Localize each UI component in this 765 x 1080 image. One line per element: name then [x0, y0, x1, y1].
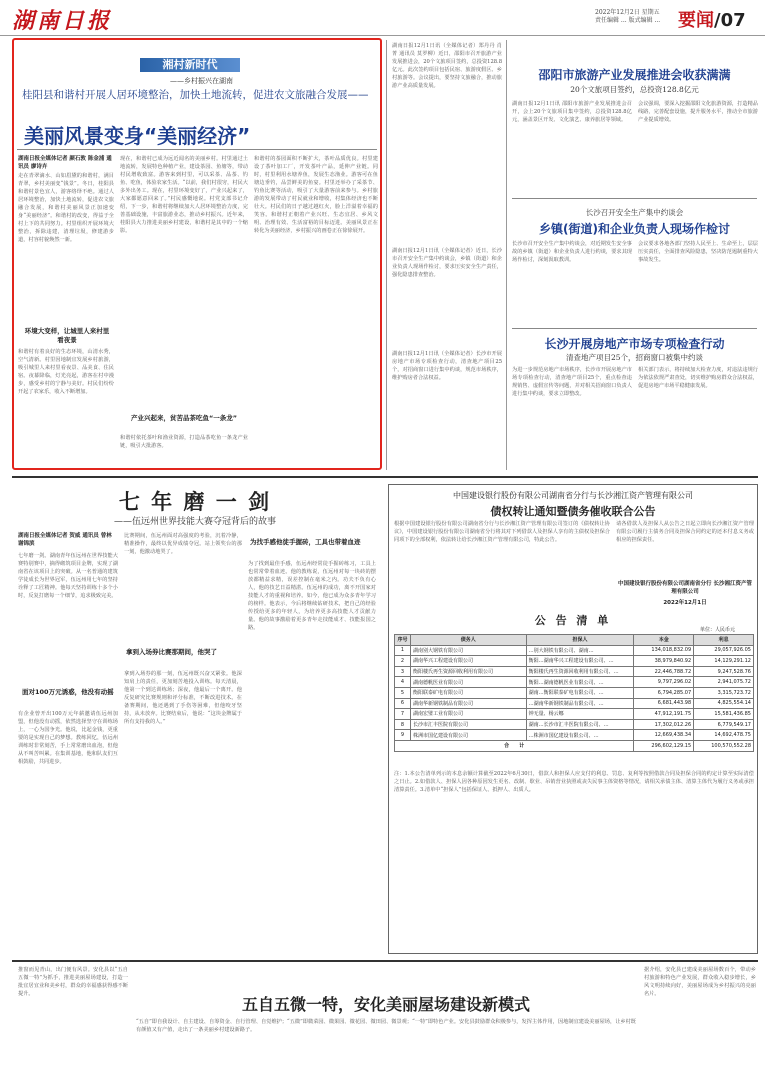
lead-subhead-2: 产业兴起来，贫苦品茶吃鱼“一条龙”: [130, 414, 238, 422]
table-cell: 钟无量、杨云娜: [526, 709, 634, 720]
table-cell: 9,247,528.76: [694, 666, 754, 677]
lead-body-col2: 现在，和谐村已成为远近闻名的美丽乡村。村里通过土地流转，发展特色种植产业，建设茶园、鱼塘等，带动村民增收致富。游客来到村里，可以采茶、品茶、钓鱼、吃鱼，体验农家生活。“以前，我们村很穷，村民大多外出务工。现在，村里环境变好了，产业兴起来了，大家都愿意回来了。”村民感慨地说。村党支部书记介绍，下一步，和谐村将继续加大人居环境整治力度，完善基础设施，丰富旅游业态，推动乡村振兴。近年来，桂阳县大力推进美丽乡村建设，和谐村是其中的一个缩影。: [120, 156, 248, 234]
story4-kicker: 长沙召开安全生产集中约谈会: [585, 208, 684, 217]
story2-body-1: 七年磨一剑。湖南青年伍远州在世界技能大赛特别赛中，摘得砌筑项目金牌，实现了湖南省在该项目上的突破。从一名普通的建筑学徒成长为世界冠军，伍远州用七年的坚持诠释了工匠精神。他每天坚持训练十多个小时，反复打磨每一个细节，追求极致完美。: [18, 553, 118, 599]
table-cell: 湖南德帆医业有限公司: [410, 677, 526, 688]
table-row: [395, 709, 754, 720]
notice-date: 2022年12月1日: [663, 600, 707, 606]
column-header: 债务人: [410, 635, 526, 646]
table-row: [395, 698, 754, 709]
lead-body-col1b: 和谐村有着良好的生态环境，山清水秀，空气清新。村里因地制宜发展乡村旅游，吸引城里人来村里看夜景、品美食、住民宿。夜幕降临，灯光亮起，游客在村中漫步，感受乡村的宁静与美好。村民们纷纷开起了农家乐，收入不断增加。: [18, 349, 114, 395]
column-divider: [386, 40, 387, 470]
table-cell: 衡阳…湖南华兴工程建设有限公司、…: [526, 656, 634, 667]
table-cell: 2,941,075.72: [694, 677, 754, 688]
story6-body-3: 据介绍，安化县已建成美丽屋场数百个，带动乡村旅游和特色产业发展，群众收入稳步增长，乡风文明持续向好，美丽屋场成为乡村振兴的亮丽名片。: [644, 967, 756, 997]
notice-table-wrap: [394, 634, 754, 752]
column-divider-2: [506, 40, 507, 470]
notice-org: 中国建设银行股份有限公司湖南省分行与长沙湘江资产管理有限公司: [453, 491, 693, 500]
table-body: [395, 645, 754, 740]
table-cell: 长沙市汇丰医院有限公司: [410, 719, 526, 730]
table-cell: 株洲市国亿建设有限公司: [410, 730, 526, 741]
table-cell: 湖南…长沙市汇丰医院有限公司、…: [526, 719, 634, 730]
story3-body-1: 湖南日报12月1日讯 邵阳市旅游产业发展推进会召开，会上20个文旅项目集中签约，总投资128.8亿元，涵盖景区开发、文化演艺、康养旅居等领域。: [512, 101, 632, 123]
table-cell: 38,979,840.92: [634, 656, 694, 667]
table-cell: 3: [395, 666, 411, 677]
rule: [512, 198, 757, 199]
table-cell: 湖南别大钢铁有限公司: [410, 645, 526, 656]
newspaper-logo: 湖南日报: [12, 8, 113, 34]
table-cell: …株洲市国亿建设有限公司、…: [526, 730, 634, 741]
column-header: 担保人: [526, 635, 634, 646]
masthead: [0, 0, 765, 36]
story2-body-2b: 拿到入场券的那一刻，伍远州既兴奋又紧张。他深知肩上的责任，更加刻苦地投入训练。每天清晨，他第一个到达训练场；深夜，他最后一个离开。他反复研究比赛规则和评分标准，不断改进技术。在备赛期间，他还遇到了手伤等困难，但他咬牙坚持，从未放弃。比赛结束后，他说：“这块金牌属于所有支持我的人。”: [124, 671, 242, 725]
column-header: 序号: [395, 635, 411, 646]
total-label: 合 计: [395, 740, 634, 751]
section-divider-2: [12, 960, 758, 962]
table-total-row: [395, 740, 754, 751]
table-cell: …湖南华新钢铁制品有限公司、…: [526, 698, 634, 709]
story2-subline: ——伍远州世界技能大赛夺冠背后的故事: [113, 517, 276, 527]
table-cell: 15,581,436.85: [694, 709, 754, 720]
table-row: [395, 677, 754, 688]
notice-table: [394, 634, 754, 752]
lead-headline: 美丽风景变身“美丽经济”: [24, 124, 251, 148]
table-row: [395, 666, 754, 677]
story2-body-2: 比赛期间，伍远州面对高强度的考验，沉着冷静，精准操作，最终以优异成绩夺冠。站上领奖台的那一刻，他激动地哭了。: [124, 533, 242, 555]
column-header: 本金: [634, 635, 694, 646]
banner-subtitle: ——乡村振兴在湖南: [170, 77, 233, 85]
total-principal: 296,602,129.15: [634, 740, 694, 751]
story6-body-2: “五自”即自我设计、自主建设、自筹资金、自行管理、自觉维护；“五微”即微菜园、微果园、微花园、微田园、微景观；“一特”即特色产业。安化县鼓励群众积极参与，发挥主体作用，因地制宜建设美丽屋场，让乡村既有颜值又有产值，走出了一条美丽乡村建设新路子。: [136, 1019, 636, 1033]
column-header: 利息: [694, 635, 754, 646]
table-cell: 湖南华新钢铁制品有限公司: [410, 698, 526, 709]
table-cell: 22,446,788.72: [634, 666, 694, 677]
table-cell: 6,779,549.17: [694, 719, 754, 730]
table-cell: 5: [395, 687, 411, 698]
table-cell: 衡阳楼氏再生资源回收利用有限公司、…: [526, 666, 634, 677]
story2-headline: 七 年 磨 一 剑: [118, 490, 272, 514]
table-cell: 衡阳联泰矿电有限公司: [410, 687, 526, 698]
table-cell: 4,825,554.14: [694, 698, 754, 709]
story5-body-1: 为进一步规范房地产市场秩序，长沙市开展房地产市场专项检查行动，清查地产项目25个，重点检查违规销售、虚假宣传等问题，并对相关招商窗口负责人进行集中约谈，要求立即整改。: [512, 367, 632, 397]
table-row: [395, 730, 754, 741]
section-title: 要闻/07: [678, 10, 746, 31]
table-cell: 6,681,443.98: [634, 698, 694, 709]
story5-body-2: 相关部门表示，将持续加大检查力度，对违法违规行为依法依规严肃查处，切实维护购房群众合法权益，促进房地产市场平稳健康发展。: [638, 367, 758, 389]
table-cell: 4: [395, 677, 411, 688]
story2-subhead-3: 为找手感他徒手握砖，工具也带着血迹: [250, 538, 361, 546]
notice-list-title: 公 告 清 单: [534, 614, 612, 627]
story2-byline: 湖南日报全媒体记者 贺威 通讯员 曾林 谢锦滨: [18, 533, 112, 547]
table-cell: 7: [395, 709, 411, 720]
notice-title: 债权转让通知暨债务催收联合公告: [490, 505, 656, 518]
lead-kicker: 桂阳县和谐村开展人居环境整治，加快土地流转，促进农文旅融合发展——: [22, 89, 369, 101]
story6-headline: 五自五微一特，安化美丽屋场建设新模式: [241, 995, 530, 1014]
story3-subline: 20个文旅项目签约，总投资128.8亿元: [570, 85, 699, 94]
lead-rule: [17, 149, 377, 150]
table-cell: 14,692,478.75: [694, 730, 754, 741]
header-date: 2022年12月2日 星期五 责任编辑 ... 版式编辑 ...: [595, 9, 661, 24]
table-cell: …别大钢铁有限公司、湖南…: [526, 645, 634, 656]
table-cell: 衡阳…湖南德帆医业有限公司、…: [526, 677, 634, 688]
brief-2: 湖南日报12月1日讯（全媒体记者）近日，长沙市召开安全生产集中约谈会，乡镇（街道）和企业负责人现场作检讨，要求压实安全生产责任，强化隐患排查整治。: [392, 248, 502, 278]
table-cell: 9: [395, 730, 411, 741]
table-row: [395, 645, 754, 656]
table-cell: 6,794,285.07: [634, 687, 694, 698]
story5-headline: 长沙开展房地产市场专项检查行动: [544, 337, 725, 351]
story2-subhead-2: 拿到入场券比赛那期间，他哭了: [126, 648, 217, 656]
story2-body-1b: 有企业曾开出100万元年薪邀请伍远州加盟，但他没有动摇，依然选择坚守在训练场上，一心为国争光。他说，比起金钱，更重要的是实现自己的梦想。教练回忆，伍远州训练时非常刻苦，手上常常磨出血泡，但他从不叫苦叫累。在集训基地，他和队友们互相鼓励，共同进步。: [18, 711, 118, 765]
table-cell: 47,912,191.75: [634, 709, 694, 720]
story6-body-1: 推窗而见青山，出门便有风景。安化县以“五自五微一特”为抓手，推进美丽屋场建设，打造一批宜居宜业和美乡村，群众的幸福感获得感不断提升。: [18, 967, 128, 997]
table-cell: 2: [395, 656, 411, 667]
notice-signers: 中国建设银行股份有限公司湖南省分行 长沙湘江资产管理有限公司: [618, 581, 752, 595]
brief-1: 湖南日报12月1日讯（全媒体记者）郑丹丹 肖菁 通讯员 莫罗柳）近日，邵阳市召开旅游产业发展推进会，20个文旅项目签约，总投资128.8亿元。此次签约项目包括民宿、旅游度假区、乡村旅游等。会议提出，要坚持文旅融合，推动旅游产业高质量发展。: [392, 43, 502, 89]
lead-body-col2b: 和谐村依托茶叶和渔业资源，打造品茶吃鱼一条龙产业链，吸引大批游客。: [120, 435, 248, 449]
lead-subhead-1: 环境大变样，让城里人来村里看夜景: [24, 327, 110, 344]
table-cell: 3,315,723.72: [694, 687, 754, 698]
story4-body-1: 长沙市召开安全生产集中约谈会，对近期发生安全事故的乡镇（街道）和企业负责人进行约谈，要求其现场作检讨，深刻汲取教训。: [512, 241, 632, 263]
table-header-row: [395, 635, 754, 646]
story2-body-3: 为了找到最佳手感，伍远州经常徒手握砖练习，工具上也常常带着血迹。他的教练说，伍远州对每一块砖的摆放都精益求精，误差控制在毫米之内。功夫不负有心人，他的技艺日益精湛。伍远州的成功，离不开国家对技能人才的重视和培养。如今，他已成为众多青年学习的榜样。他表示，今后将继续钻研技术，把自己的经验传授给更多的年轻人，为培养更多高技能人才贡献力量。他的故事激励着更多青年走技能成才、技能报国之路。: [248, 561, 376, 631]
table-cell: 17,302,012.26: [634, 719, 694, 730]
brief-3: 湖南日报12月1日讯（全媒体记者）长沙市开展房地产市场专项检查行动，清查地产项目25个，对招商窗口进行集中约谈，规范市场秩序，维护购房者合法权益。: [392, 351, 502, 381]
table-cell: 湖南宏璧工业有限公司: [410, 709, 526, 720]
lead-byline: 湖南日报全媒体记者 颜石敦 陈金浦 通讯员 廖诗卉: [18, 156, 112, 170]
table-cell: 14,129,291.12: [694, 656, 754, 667]
table-cell: 衡阳楼氏再生资源回收利用有限公司: [410, 666, 526, 677]
table-row: [395, 719, 754, 730]
notice-body: 根据中国建设银行股份有限公司湖南省分行与长沙湘江资产管理有限公司签订的《债权转让协议》，中国建设银行股份有限公司湖南省分行将其对下列借款人及担保人享有的主债权及担保合同项下的全部权利，依法转让给长沙湘江资产管理有限公司，特此公告。: [394, 521, 610, 543]
table-cell: 9,797,296.02: [634, 677, 694, 688]
table-cell: 6: [395, 698, 411, 709]
story4-headline: 乡镇(街道)和企业负责人现场作检讨: [539, 222, 730, 236]
notice-body-2: 请各借款人及担保人从公告之日起立即向长沙湘江资产管理有限公司履行主债务合同及担保合同约定的还本付息义务或相应的担保责任。: [616, 521, 754, 543]
total-interest: 100,570,552.28: [694, 740, 754, 751]
table-cell: 8: [395, 719, 411, 730]
story3-body-2: 会议强调，要深入挖掘邵阳文化旅游资源，打造精品线路，完善配套设施，提升服务水平，推动全市旅游产业提质增效。: [638, 101, 758, 123]
story5-subline: 清查地产项目25个，招商窗口被集中约谈: [565, 353, 704, 362]
story2-subhead-1: 面对100万元诱惑，他没有动摇: [22, 688, 114, 696]
story4-body-2: 会议要求各地各部门坚持人民至上、生命至上，层层压实责任，全面排查风险隐患，坚决防范遏制重特大事故发生。: [638, 241, 758, 263]
table-cell: 湖南华兴工程建设有限公司: [410, 656, 526, 667]
table-row: [395, 656, 754, 667]
table-cell: 12,669,438.34: [634, 730, 694, 741]
table-cell: 134,018,832.09: [634, 645, 694, 656]
table-cell: 29,057,926.05: [694, 645, 754, 656]
table-cell: 湖南…衡阳联泰矿电有限公司、…: [526, 687, 634, 698]
notice-unit: 单位：人民币元: [700, 627, 736, 633]
notice-footnote: 注：1.本公告清单列示的本息余额计算截至2022年6月30日，借款人和担保人应支付的利息、罚息、复利等按照借款合同及担保合同的约定计算至实际清偿之日止。2.如借款人、担保人因各种原因发生更名、改制、歇业、吊销营业执照或丧失民事主体资格等情况，请相关承债主体、清算主体代为履行义务或承担清算责任。3.清单中“担保人”包括保证人、抵押人、出质人。: [394, 771, 754, 793]
story3-headline: 邵阳市旅游产业发展推进会收获满满: [538, 68, 731, 82]
rule: [512, 328, 757, 329]
lead-body-col1: 走在青翠滴水、山如眉黛的和谐村，满目青翠，乡村美丽变“钱景”。冬日，桂阳县和谐村景色宜人，游客络绎不绝。通过人居环境整治，加快土地流转，促进农文旅融合发展，和谐村美丽风景正加速变身“美丽经济”。和谐村的改变，得益于全村上下的共同努力。村里组织开展环境大整治，拆除违建，清理垃圾，修建游步道，村容村貌焕然一新。: [18, 173, 114, 243]
table-cell: 1: [395, 645, 411, 656]
column-banner: 湘村新时代: [140, 58, 240, 72]
section-divider: [12, 476, 758, 478]
table-row: [395, 687, 754, 698]
lead-body-col3: 和谐村的茶园面积不断扩大，茶叶品质优良。村里建设了茶叶加工厂，开发茶叶产品，延伸产业链。同时，村里利用水塘养鱼，发展生态渔业。游客可在鱼塘边垂钓，品尝鲜美的鱼宴。村里还举办了采茶节、钓鱼比赛等活动，吸引了大量游客前来参与。乡村旅游的发展带动了村民就业和增收，村集体经济也不断壮大。村民们的日子越过越红火，脸上洋溢着幸福的笑容。和谐村正朝着产业兴旺、生态宜居、乡风文明、治理有效、生活富裕的目标迈进。美丽风景正在转化为美丽经济，乡村振兴的画卷正在徐徐展开。: [254, 156, 378, 234]
